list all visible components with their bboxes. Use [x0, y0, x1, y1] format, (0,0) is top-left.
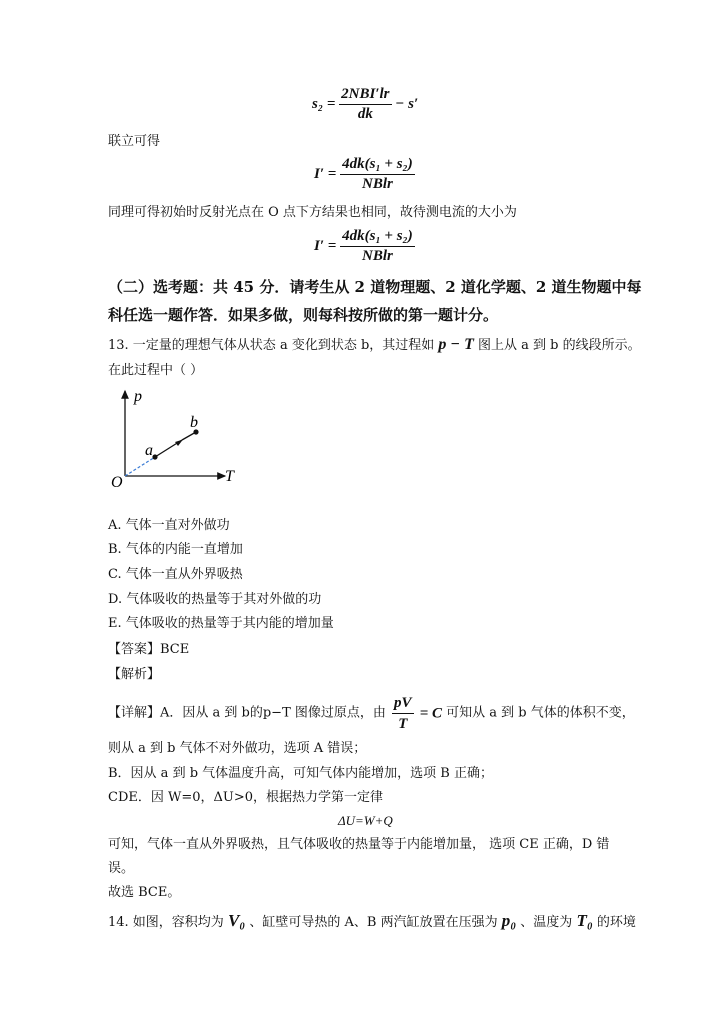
formula-s2-num: 2NBI′lr — [339, 86, 391, 105]
y-axis-label: p — [134, 388, 142, 405]
option-e: E. 气体吸收的热量等于其内能的增加量 — [108, 616, 334, 631]
detail-c-line2: 可知，气体一直从外界吸热，且气体吸收的热量等于内能增加量， 选项 CE 正确，D 错 — [108, 837, 610, 852]
detail-cde-line: CDE．因 W=0，ΔU>0，根据热力学第一定律 — [108, 790, 384, 805]
detail-b-line: B．因从 a 到 b 气体温度升高，可知气体内能增加，选项 B 正确； — [108, 766, 493, 781]
q14-v0: V₀ — [227, 911, 246, 930]
formula-i1-lhs: I′ = — [314, 165, 337, 182]
formula-i1-den: NBlr — [362, 176, 393, 192]
origin-label: O — [111, 474, 123, 490]
option-a: A. 气体一直对外做功 — [108, 518, 230, 533]
formula-i2-num: 4dk(s₁ + s₂) — [340, 228, 415, 247]
option-c: C. 气体一直从外界吸热 — [108, 567, 243, 582]
text-tongli: 同理可得初始时反射光点在 O 点下方结果也相同，故待测电流的大小为 — [108, 205, 517, 220]
q14-part-b: 、缸壁可导热的 A、B 两汽缸放置在压强为 — [249, 915, 498, 930]
point-a-label: a — [145, 442, 153, 459]
q14-part-c: 、温度为 — [520, 915, 573, 930]
pt-graph — [105, 385, 245, 490]
q14-part-a: 14. 如图，容积均为 — [108, 915, 224, 930]
x-axis-label: T — [225, 468, 234, 485]
formula-s2-lhs: s₂ = — [312, 95, 336, 112]
conclusion-line: 故选 BCE。 — [108, 885, 181, 900]
formula-i1-num: 4dk(s₁ + s₂) — [340, 156, 415, 175]
option-d: D. 气体吸收的热量等于其对外做的功 — [108, 592, 322, 607]
q14-t0: T₀ — [576, 911, 593, 930]
q13-stem-line1 — [108, 336, 641, 355]
pvt-num: pV — [392, 694, 414, 714]
pvt-den: T — [398, 716, 408, 732]
segment-arrow-icon — [175, 440, 183, 447]
answer-label: 【答案】 — [108, 642, 161, 657]
point-a-dot — [152, 454, 157, 459]
detail-c-line3: 误。 — [108, 861, 135, 876]
q13-stem-part-a: 13. 一定量的理想气体从状态 a 变化到状态 b，其过程如 — [108, 338, 435, 353]
text-lianli: 联立可得 — [108, 134, 161, 149]
q14-p0: p₀ — [501, 911, 517, 930]
point-b-label: b — [190, 414, 198, 431]
detail-a-line2: 则从 a 到 b 气体不对外做功，选项 A 错误； — [108, 741, 367, 756]
detail-a-tail: 可知从 a 到 b 气体的体积不变， — [446, 705, 635, 721]
origin-dashed-line — [125, 457, 155, 476]
section-heading-line2: 科任选一题作答．如果多做，则每科按所做的第一题计分。 — [108, 306, 499, 324]
formula-i-first — [314, 156, 415, 193]
formula-s2 — [312, 86, 418, 123]
formula-i2-lhs: I′ = — [314, 237, 337, 254]
analysis-label: 【解析】 — [108, 667, 161, 682]
option-b: B. 气体的内能一直增加 — [108, 542, 243, 557]
detail-a-line — [108, 694, 635, 733]
q13-stem-line2: 在此过程中（ ） — [108, 363, 204, 378]
section-heading-line1: （二）选考题：共 45 分．请考生从 2 道物理题、2 道化学题、2 道生物题中每 — [108, 278, 642, 296]
detail-a-text: 【详解】A．因从 a 到 b的p−T 图像过原点，由 — [108, 705, 386, 721]
q13-stem-part-b: 图上从 a 到 b 的线段所示。 — [478, 338, 641, 353]
formula-s2-den: dk — [357, 106, 373, 122]
formula-i2-den: NBlr — [362, 248, 393, 264]
answer-line — [108, 641, 189, 659]
q13-pt-symbol: p − T — [438, 336, 474, 353]
q14-stem — [108, 912, 636, 932]
pvt-fraction — [392, 694, 414, 733]
answer-value: BCE — [160, 642, 190, 657]
formula-i-second — [314, 228, 415, 265]
formula-first-law: ΔU=W+Q — [338, 813, 393, 828]
formula-s2-tail: − s′ — [395, 95, 419, 112]
pvt-rhs: = C — [419, 705, 442, 722]
q14-part-d: 的环境 — [596, 915, 636, 930]
